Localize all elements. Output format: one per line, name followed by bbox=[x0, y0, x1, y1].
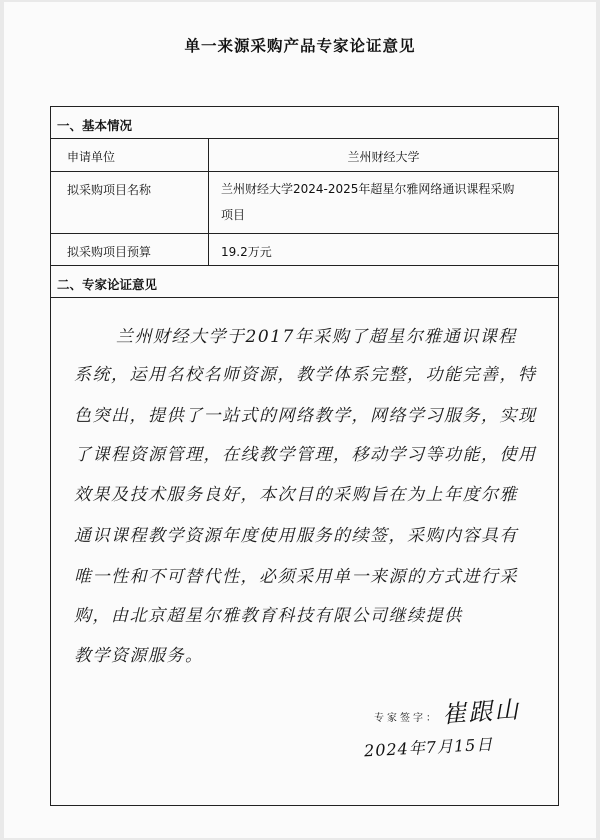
opinion-line: 了课程资源管理，在线教学管理，移动学习等功能，使用 bbox=[74, 445, 537, 465]
applicant-label: 申请单位 bbox=[51, 139, 209, 171]
project-name-value bbox=[209, 172, 558, 233]
opinion-line: 唯一性和不可替代性，必须采用单一来源的方式进行采 bbox=[74, 567, 518, 587]
section-heading-opinion: 二、专家论证意见 bbox=[57, 277, 158, 292]
opinion-line: 兰州财经大学于2017年采购了超星尔雅通识课程 bbox=[116, 327, 517, 347]
opinion-line: 通识课程教学资源年度使用服务的续签，采购内容具有 bbox=[74, 526, 518, 546]
page-title: 单一来源采购产品专家论证意见 bbox=[184, 37, 416, 55]
opinion-line: 购，由北京超星尔雅教育科技有限公司继续提供 bbox=[74, 606, 463, 626]
applicant-value: 兰州财经大学 bbox=[347, 150, 420, 164]
project-name-label: 拟采购项目名称 bbox=[51, 172, 209, 233]
row-project-name bbox=[51, 172, 558, 234]
opinion-line: 教学资源服务。 bbox=[74, 646, 204, 666]
section-expert-opinion bbox=[51, 266, 558, 298]
row-budget bbox=[51, 234, 558, 266]
opinion-line: 系统，运用名校名师资源，教学体系完整，功能完善，特 bbox=[74, 365, 537, 385]
signature-date: 2024年7月15日 bbox=[363, 734, 494, 761]
expert-signature: 崔跟山 bbox=[441, 695, 522, 729]
opinion-line: 效果及技术服务良好，本次目的采购旨在为上年度尔雅 bbox=[74, 485, 518, 505]
budget-value: 19.2万元 bbox=[221, 245, 272, 259]
budget-label: 拟采购项目预算 bbox=[51, 234, 209, 265]
project-name-line-2: 项目 bbox=[221, 208, 246, 222]
row-applicant bbox=[51, 139, 558, 172]
signature-label: 专家签字： bbox=[374, 713, 439, 724]
opinion-line: 色突出，提供了一站式的网络教学，网络学习服务，实现 bbox=[74, 406, 537, 426]
document-page bbox=[4, 2, 596, 838]
section-basic-info bbox=[51, 107, 558, 139]
project-name-line-1: 兰州财经大学2024-2025年超星尔雅网络通识课程采购 bbox=[221, 182, 515, 196]
section-heading-basic: 一、基本情况 bbox=[57, 118, 133, 133]
